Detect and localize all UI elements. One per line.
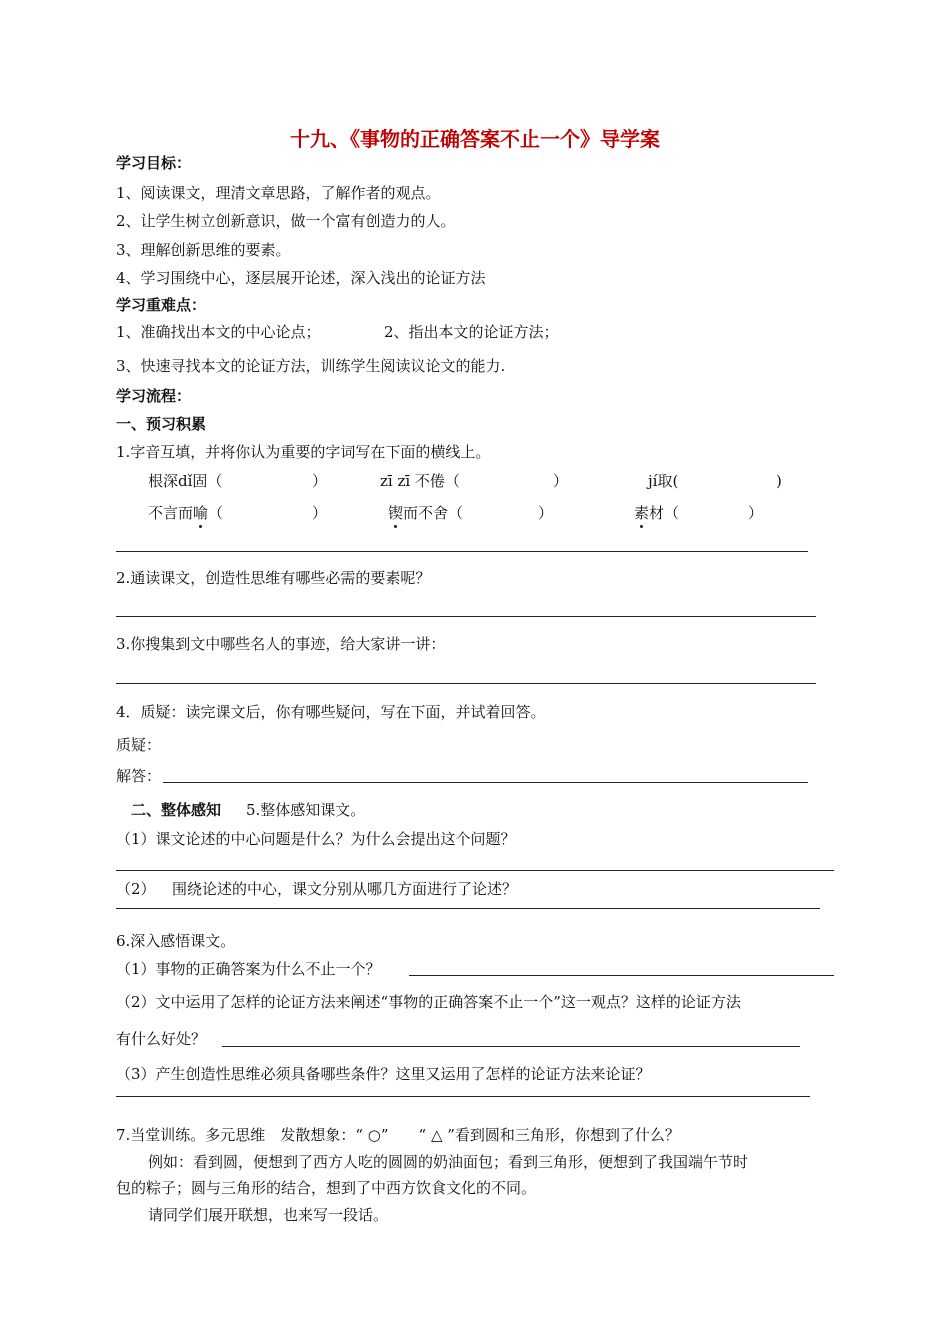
question-6-2-cont: 有什么好处？ — [116, 1030, 207, 1048]
answer-line[interactable] — [116, 1096, 810, 1097]
process-heading: 学习流程： — [116, 387, 192, 405]
answer-line[interactable] — [116, 870, 834, 871]
word-text: （ — [208, 504, 224, 522]
dotted-char: 喻 — [193, 504, 209, 522]
keypoint-item: 1、准确找出本文的中心论点； — [116, 323, 321, 341]
question-5: 5.整体感知课文。 — [246, 801, 366, 819]
word-item: zī zī 不倦（ — [380, 472, 460, 490]
close-paren: ） — [538, 504, 554, 522]
question-2: 2.通读课文，创造性思维有哪些必需的要素呢？ — [116, 569, 431, 587]
dotted-char: 素 — [634, 504, 650, 522]
close-paren: ） — [748, 504, 764, 522]
answer-line[interactable] — [116, 616, 816, 617]
question-5-2: 围绕论述的中心，课文分别从哪几方面进行了论述？ — [172, 880, 518, 898]
answer-line[interactable] — [163, 782, 808, 783]
close-paren: ） — [312, 504, 328, 522]
goal-item: 2、让学生树立创新意识，做一个富有创造力的人。 — [116, 212, 456, 230]
close-paren: ） — [312, 472, 328, 490]
question-6-3: （3）产生创造性思维必须具备哪些条件？这里又运用了怎样的论证方法来论证？ — [116, 1065, 651, 1083]
word-item: 根深dǐ固（ — [148, 472, 223, 490]
answer-line[interactable] — [409, 975, 834, 976]
goal-item: 1、阅读课文，理清文章思路，了解作者的观点。 — [116, 184, 441, 202]
answer-line[interactable] — [116, 908, 820, 909]
prompt-text: 请同学们展开联想，也来写一段话。 — [148, 1206, 389, 1224]
question-5-1: （1）课文论述的中心问题是什么？为什么会提出这个问题？ — [116, 830, 516, 848]
word-text: 而不舍（ — [403, 504, 464, 522]
example-text: 包的粽子；圆与三角形的结合，想到了中西方饮食文化的不同。 — [116, 1179, 537, 1197]
goal-item: 4、学习围绕中心，逐层展开论述，深入浅出的论证方法 — [116, 269, 486, 287]
page-title: 十九、《事物的正确答案不止一个》导学案 — [290, 127, 660, 151]
dotted-char: 锲 — [388, 504, 404, 522]
answer-line[interactable] — [222, 1046, 800, 1047]
question-5-2-label: （2） — [116, 880, 156, 898]
word-item — [148, 503, 223, 523]
question-6-2: （2）文中运用了怎样的论证方法来阐述“事物的正确答案不止一个”这一观点？这样的论证方法 — [116, 993, 741, 1011]
section-heading: 二、整体感知 — [131, 801, 222, 819]
word-item: jí取( — [648, 472, 679, 490]
question-4: 4．质疑：读完课文后，你有哪些疑问，写在下面，并试着回答。 — [116, 703, 546, 721]
word-item — [634, 503, 679, 523]
word-text: 不言而 — [148, 504, 194, 522]
doubt-label: 质疑： — [116, 736, 162, 754]
question-6-1: （1）事物的正确答案为什么不止一个？ — [116, 960, 381, 978]
answer-label: 解答： — [116, 767, 162, 785]
word-item — [388, 503, 463, 523]
section-heading: 一、预习积累 — [116, 415, 207, 433]
question-6: 6.深入感悟课文。 — [116, 932, 236, 950]
keypoint-item: 2、指出本文的论证方法； — [384, 323, 559, 341]
keypoints-heading: 学习重难点： — [116, 296, 207, 314]
keypoint-item: 3、快速寻找本文的论证方法，训练学生阅读议论文的能力. — [116, 357, 506, 375]
question-3: 3.你搜集到文中哪些名人的事迹，给大家讲一讲： — [116, 635, 446, 653]
goals-heading: 学习目标： — [116, 154, 192, 172]
question-1: 1.字音互填，并将你认为重要的字词写在下面的横线上。 — [116, 443, 491, 461]
example-text: 例如：看到圆，便想到了西方人吃的圆圆的奶油面包；看到三角形，便想到了我国端午节时 — [148, 1153, 749, 1171]
close-paren: ) — [776, 472, 782, 490]
close-paren: ） — [553, 472, 569, 490]
answer-line[interactable] — [116, 683, 816, 684]
word-text: 材（ — [649, 504, 680, 522]
goal-item: 3、理解创新思维的要素。 — [116, 241, 291, 259]
question-7: 7.当堂训练。多元思维 发散想象：“ ○” “ △ ”看到圆和三角形，你想到了什么？ — [116, 1126, 680, 1144]
answer-line[interactable] — [116, 551, 808, 552]
